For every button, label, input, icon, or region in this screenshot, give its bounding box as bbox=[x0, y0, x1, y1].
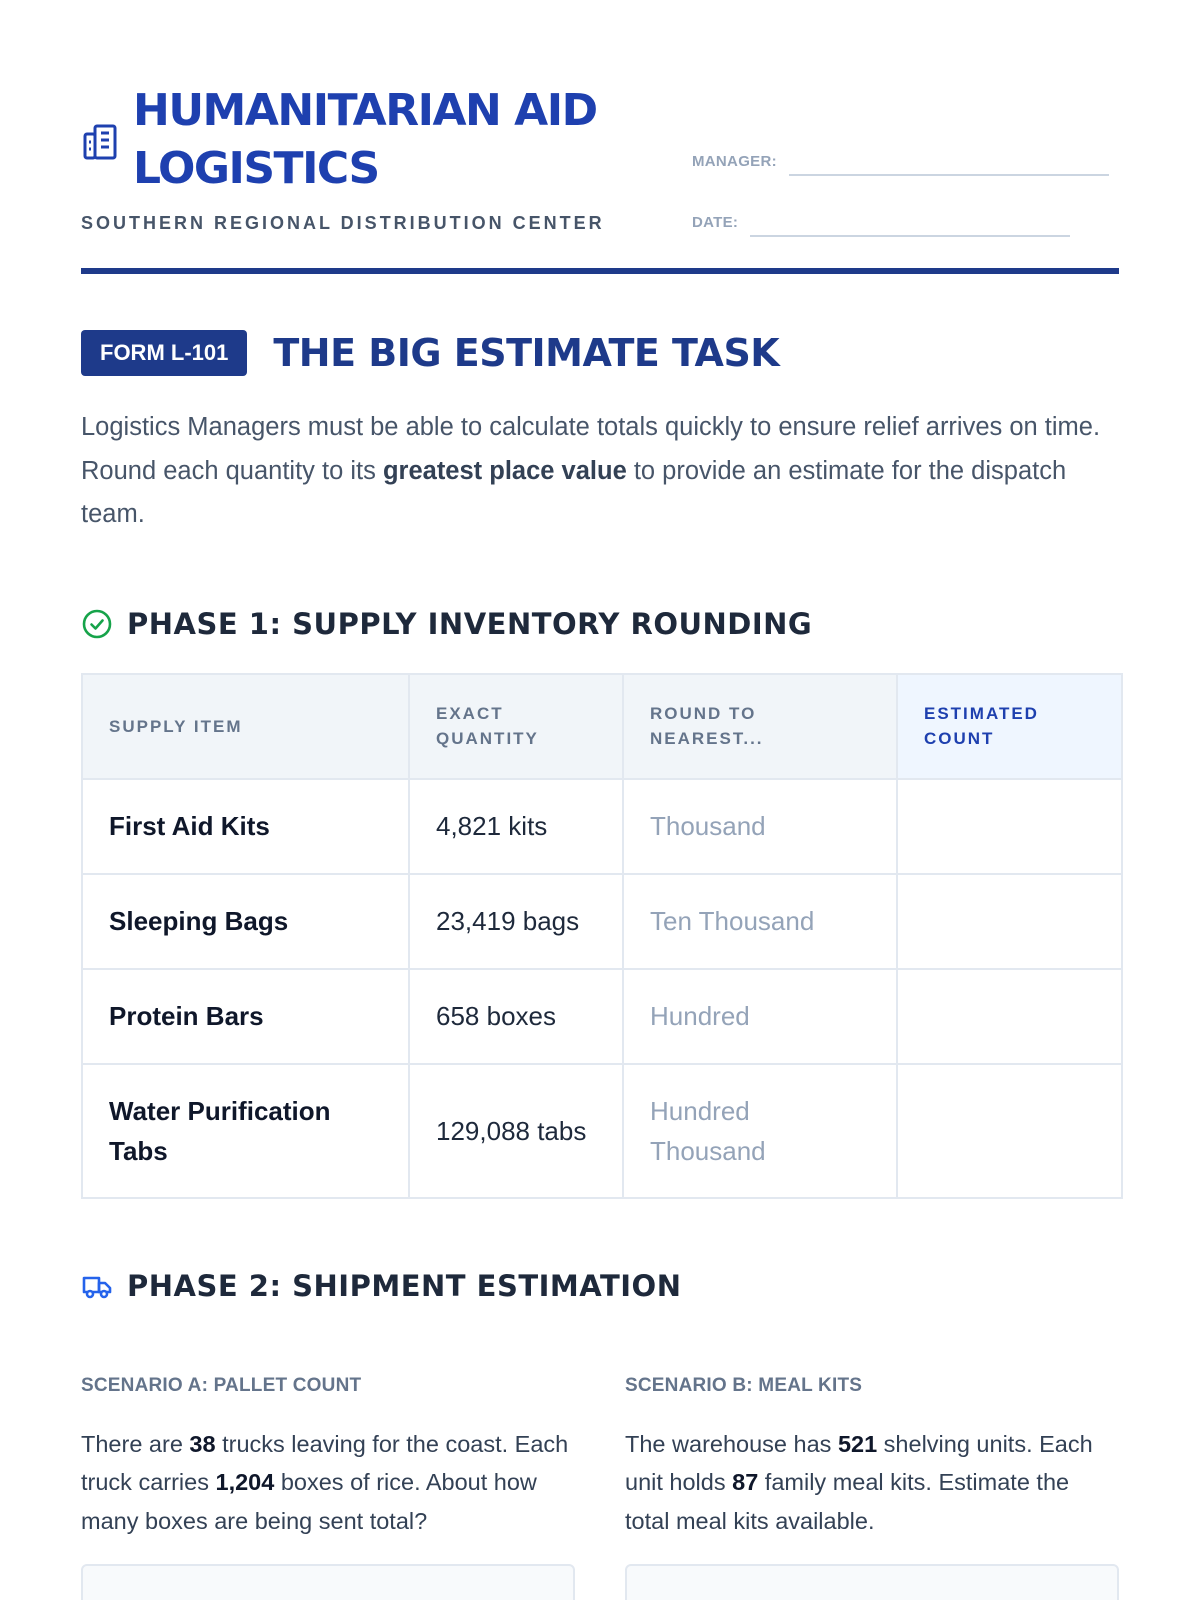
scenario-number: 521 bbox=[837, 1430, 878, 1457]
table-header-row bbox=[82, 674, 1122, 779]
supply-table bbox=[81, 673, 1123, 1199]
supply-item-cell: Water Purification Tabs bbox=[82, 1064, 409, 1198]
scenario-b-answer-box[interactable] bbox=[625, 1564, 1119, 1600]
col-estimated-count: ESTIMATED COUNT bbox=[897, 674, 1122, 779]
meta-fields bbox=[692, 144, 1119, 237]
date-field[interactable] bbox=[750, 215, 1070, 237]
scenario-b-label: SCENARIO B: MEAL KITS bbox=[625, 1374, 863, 1396]
manager-field[interactable] bbox=[789, 154, 1109, 176]
round-to-cell: Thousand bbox=[623, 779, 897, 874]
form-badge: FORM L-101 bbox=[81, 330, 247, 376]
estimate-input-cell[interactable] bbox=[897, 969, 1122, 1064]
scenario-text-part: trucks leaving for the coast. Each truck carries bbox=[81, 1430, 569, 1495]
manager-row bbox=[692, 144, 1119, 176]
check-circle-icon bbox=[81, 608, 113, 640]
phase2-title: PHASE 2: SHIPMENT ESTIMATION bbox=[127, 1268, 682, 1303]
scenario-text-part: shelving units. Each unit holds bbox=[625, 1430, 1093, 1495]
building-icon bbox=[81, 122, 121, 162]
quantity-cell: 658 boxes bbox=[409, 969, 623, 1064]
col-exact-quantity: EXACT QUANTITY bbox=[409, 674, 623, 779]
form-title: THE BIG ESTIMATE TASK bbox=[273, 331, 780, 375]
page-header bbox=[81, 80, 1119, 274]
date-label: DATE: bbox=[692, 214, 739, 231]
brand-text bbox=[81, 80, 673, 234]
table-row bbox=[82, 969, 1122, 1064]
intro-paragraph bbox=[81, 406, 1119, 537]
truck-icon bbox=[81, 1270, 113, 1302]
supply-item-cell: Sleeping Bags bbox=[82, 874, 409, 969]
phase1-title: PHASE 1: SUPPLY INVENTORY ROUNDING bbox=[127, 606, 813, 641]
quantity-cell: 23,419 bags bbox=[409, 874, 623, 969]
estimate-input-cell[interactable] bbox=[897, 779, 1122, 874]
form-heading bbox=[81, 330, 1119, 376]
phase2-heading bbox=[81, 1269, 1119, 1303]
scenarios bbox=[81, 1375, 1119, 1600]
quantity-cell: 4,821 kits bbox=[409, 779, 623, 874]
estimate-input-cell[interactable] bbox=[897, 874, 1122, 969]
page-title: HUMANITARIAN AID LOGISTICS bbox=[133, 85, 597, 194]
round-to-cell: Hundred bbox=[623, 969, 897, 1064]
date-row bbox=[692, 205, 1119, 237]
col-round-to: ROUND TO NEAREST... bbox=[623, 674, 897, 779]
scenario-a-answer-box[interactable] bbox=[81, 1564, 575, 1600]
scenario-number: 87 bbox=[732, 1469, 759, 1495]
quantity-cell: 129,088 tabs bbox=[409, 1064, 623, 1198]
phase1-heading bbox=[81, 607, 1119, 641]
round-to-cell: Ten Thousand bbox=[623, 874, 897, 969]
table-row bbox=[82, 1064, 1122, 1198]
scenario-b bbox=[625, 1375, 1119, 1600]
scenario-b-text bbox=[625, 1425, 1119, 1541]
round-to-cell: Hundred Thousand bbox=[623, 1064, 897, 1198]
table-row bbox=[82, 779, 1122, 874]
scenario-number: 1,204 bbox=[215, 1469, 275, 1495]
scenario-a-text bbox=[81, 1425, 575, 1541]
scenario-text-part: family meal kits. Estimate the total meal kits available. bbox=[625, 1469, 1070, 1534]
scenario-a bbox=[81, 1375, 575, 1600]
intro-text-2: to provide an estimate for the dispatch team. bbox=[81, 456, 1067, 528]
scenario-text-part: There are bbox=[81, 1430, 190, 1457]
table-row bbox=[82, 874, 1122, 969]
page-subtitle: SOUTHERN REGIONAL DISTRIBUTION CENTER bbox=[81, 213, 605, 233]
brand bbox=[81, 80, 673, 234]
supply-item-cell: First Aid Kits bbox=[82, 779, 409, 874]
intro-bold: greatest place value bbox=[382, 456, 627, 485]
col-supply-item: SUPPLY ITEM bbox=[82, 674, 409, 779]
supply-item-cell: Protein Bars bbox=[82, 969, 409, 1064]
manager-label: MANAGER: bbox=[692, 153, 777, 170]
scenario-text-part: The warehouse has bbox=[625, 1430, 838, 1457]
intro-text-1: Logistics Managers must be able to calculate totals quickly to ensure relief arrives on time. Round each quantity to its bbox=[81, 413, 1101, 485]
scenario-number: 38 bbox=[189, 1430, 216, 1457]
estimate-input-cell[interactable] bbox=[897, 1064, 1122, 1198]
scenario-a-label: SCENARIO A: PALLET COUNT bbox=[81, 1374, 362, 1396]
scenario-text-part: boxes of rice. About how many boxes are being sent total? bbox=[81, 1469, 537, 1534]
